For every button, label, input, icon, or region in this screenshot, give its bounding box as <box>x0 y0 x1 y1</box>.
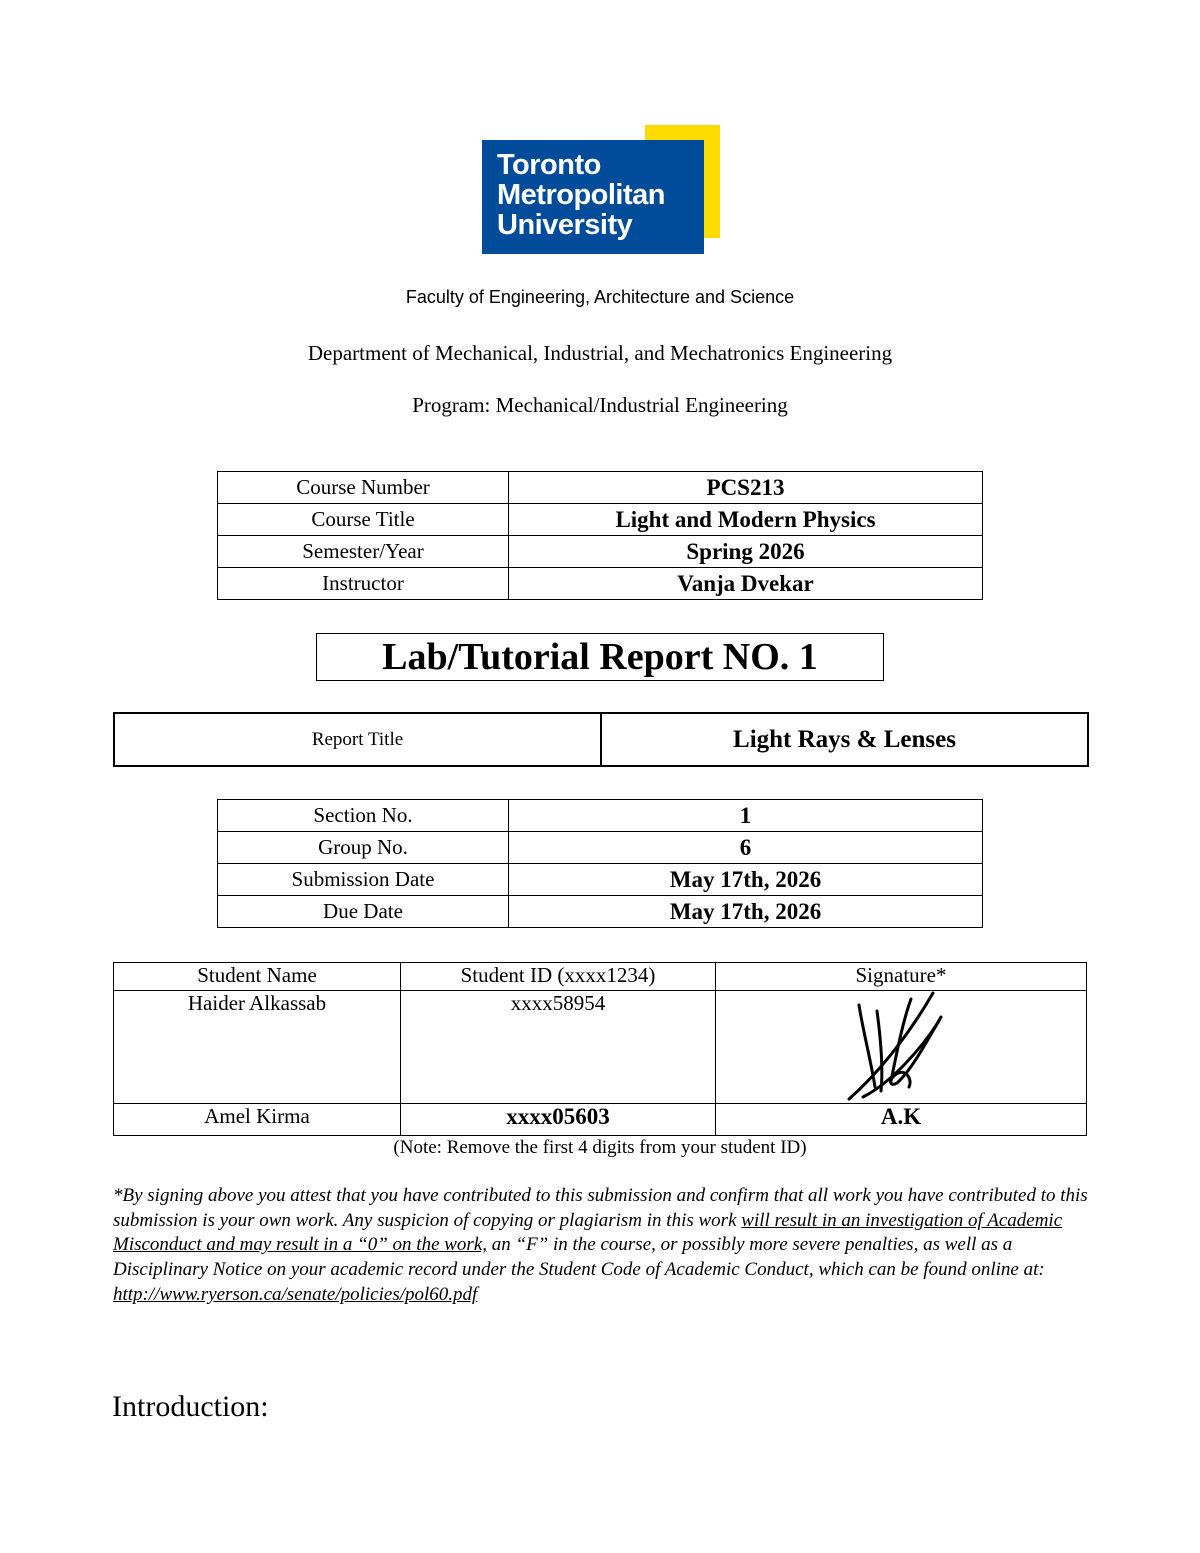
submission-date-label: Submission Date <box>218 864 509 896</box>
course-number-label: Course Number <box>218 472 509 504</box>
department-text: Department of Mechanical, Industrial, and Mechatronics Engineering <box>307 341 893 365</box>
attestation-text-1: *By signing above you attest that you have contributed to this submission and confirm that all work you have contributed to this submission is your own work. Any suspicion of copying or plagiarism in this work <box>113 1185 1088 1231</box>
report-title-table <box>113 712 1089 767</box>
header-student-name: Student Name <box>114 963 401 991</box>
instructor-value: Vanja Dvekar <box>509 568 983 600</box>
handwritten-signature <box>841 991 961 1103</box>
course-info-table <box>217 471 983 600</box>
signature-cell <box>716 991 1087 1104</box>
table-row <box>114 991 1087 1104</box>
due-date-value: May 17th, 2026 <box>509 896 983 928</box>
attestation-paragraph <box>113 1184 1103 1308</box>
student-name: Haider Alkassab <box>114 991 401 1104</box>
submission-date-value: May 17th, 2026 <box>509 864 983 896</box>
student-name: Amel Kirma <box>114 1104 401 1136</box>
student-id: xxxx05603 <box>401 1104 716 1136</box>
student-id-note: (Note: Remove the first 4 digits from your student ID) <box>393 1137 807 1158</box>
table-row <box>114 713 1088 766</box>
table-row <box>218 864 983 896</box>
header-student-id: Student ID (xxxx1234) <box>401 963 716 991</box>
group-label: Group No. <box>218 832 509 864</box>
student-id: xxxx58954 <box>401 991 716 1104</box>
logo-line-3: University <box>497 209 633 241</box>
table-header-row <box>114 963 1087 991</box>
table-row <box>218 568 983 600</box>
table-row <box>218 800 983 832</box>
policy-link[interactable]: http://www.ryerson.ca/senate/policies/pol60.pdf <box>113 1283 478 1305</box>
table-row <box>218 896 983 928</box>
due-date-label: Due Date <box>218 896 509 928</box>
table-row <box>218 832 983 864</box>
logo-line-2: Metropolitan <box>497 179 665 211</box>
program-text: Program: Mechanical/Industrial Engineering <box>412 393 788 417</box>
report-title-label: Report Title <box>114 713 601 766</box>
attestation-text-2: an “F” in the course, or possibly more severe penalties, as well as a Disciplinary Notice on your academic record under the Student Code of Academic Conduct, which can be found online at: <box>113 1234 1045 1281</box>
introduction-heading: Introduction: <box>112 1390 269 1423</box>
section-label: Section No. <box>218 800 509 832</box>
course-title-label: Course Title <box>218 504 509 536</box>
table-row <box>218 536 983 568</box>
section-value: 1 <box>509 800 983 832</box>
table-row <box>218 504 983 536</box>
section-info-table <box>217 799 983 928</box>
course-number-value: PCS213 <box>509 472 983 504</box>
report-title-value: Light Rays & Lenses <box>601 713 1088 766</box>
semester-label: Semester/Year <box>218 536 509 568</box>
semester-value: Spring 2026 <box>509 536 983 568</box>
logo-line-1: Toronto <box>497 149 601 181</box>
faculty-text: Faculty of Engineering, Architecture and Science <box>405 287 795 307</box>
instructor-label: Instructor <box>218 568 509 600</box>
logo-blue-block <box>482 140 704 254</box>
university-logo <box>482 125 720 255</box>
table-row <box>218 472 983 504</box>
header-signature: Signature* <box>716 963 1087 991</box>
attestation-underlined: will result in an investigation of Academic Misconduct and may result in a “0” on the work, <box>113 1209 1063 1256</box>
table-row <box>114 1104 1087 1136</box>
signature-text: A.K <box>716 1104 1087 1136</box>
group-value: 6 <box>509 832 983 864</box>
course-title-value: Light and Modern Physics <box>509 504 983 536</box>
report-heading: Lab/Tutorial Report NO. 1 <box>316 633 884 681</box>
student-table <box>113 962 1087 1136</box>
